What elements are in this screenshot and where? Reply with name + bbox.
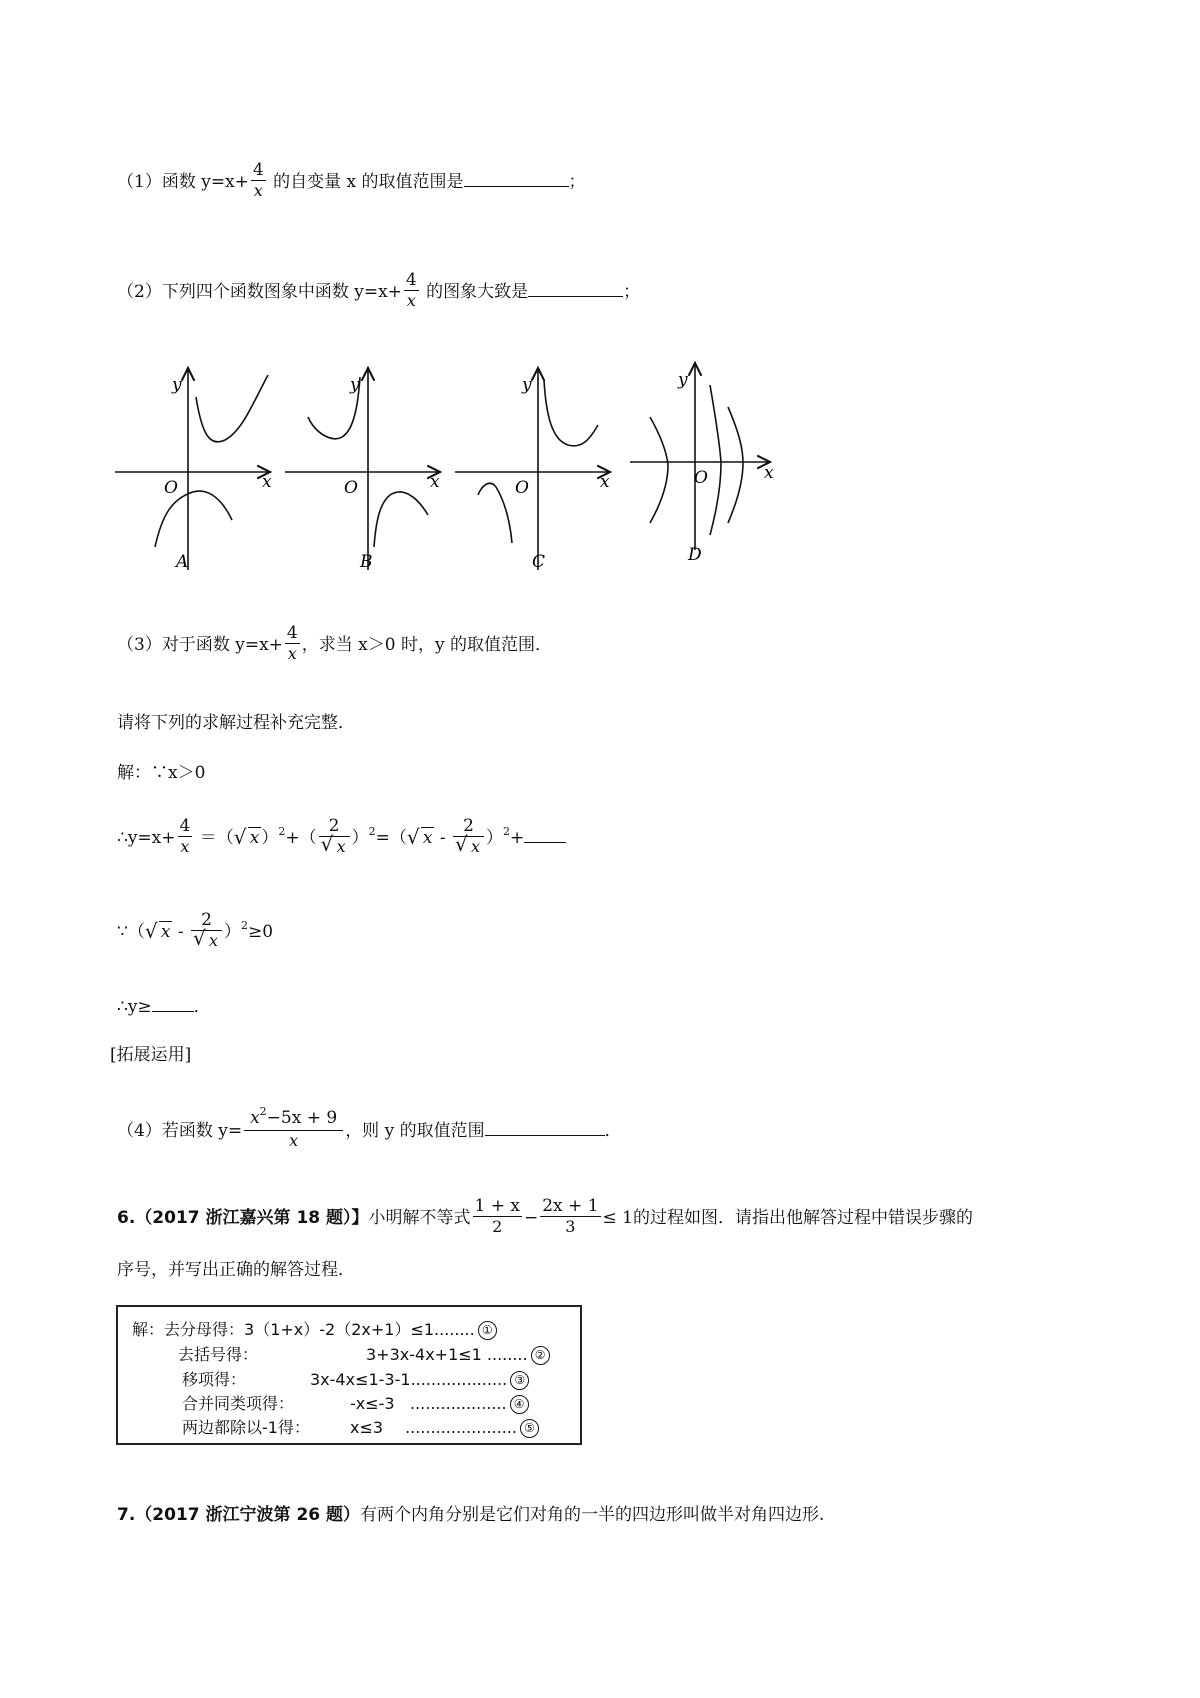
sol2-sqrt-3: √ x [406, 825, 433, 849]
q6-f2-num: 2x + 1 [542, 1196, 599, 1216]
graph-b-label: B [360, 552, 373, 572]
question-6-line-2: 序号，并写出正确的解答过程． [117, 1260, 355, 1280]
graph-c-label: C [532, 552, 546, 572]
step-4-number: ④ [510, 1395, 529, 1414]
sol3-geq-zero: ≥0 [248, 922, 274, 942]
step-4-dots: ................... [410, 1394, 507, 1413]
q7-text: 有两个内角分别是它们对角的一半的四边形叫做半对角四边形. [360, 1505, 825, 1525]
question-4 [117, 1105, 622, 1153]
step-row-2 [178, 1342, 550, 1365]
q1-fraction [251, 160, 266, 201]
q4-tail: ，则 y 的取值范围 [345, 1121, 485, 1141]
sol2-sqrt-1: √ x [233, 825, 260, 849]
q6-frac-2 [540, 1196, 600, 1237]
sol2-rad-3: x [422, 828, 433, 848]
q6-head: 6.（2017 浙江嘉兴第 18 题）】 [117, 1208, 369, 1228]
sol3-frac-num: 2 [201, 910, 212, 930]
graph-b-y-label: y [350, 375, 360, 395]
step-3-label: 移项得： [182, 1370, 247, 1389]
step-2-label: 去括号得： [178, 1345, 259, 1364]
q7-head: 7.（2017 浙江宁波第 26 题） [117, 1505, 361, 1525]
q4-num-x: x [250, 1108, 260, 1128]
q1-end: ； [568, 172, 586, 192]
step-1-expr: 3（1+x）-2（2x+1）≤1 [244, 1320, 435, 1339]
q6-text-a: 小明解不等式 [368, 1208, 471, 1228]
sol2-plus: + [510, 828, 525, 848]
question-3 [117, 625, 552, 666]
question-6 [117, 1198, 973, 1239]
q2-tail: 的图象大致是 [420, 282, 529, 302]
q6-f2-den: 3 [540, 1216, 600, 1237]
graph-d-x-label: x [764, 463, 774, 483]
sol2-prefix: ∴y=x+ [117, 828, 176, 848]
graph-a-origin: O [164, 478, 178, 498]
sol2-close-3: ） [486, 828, 504, 848]
q4-num-sup: 2 [259, 1105, 267, 1118]
step-5-dots: ...................... [400, 1418, 517, 1437]
sol3-sq: 2 [241, 919, 249, 932]
step-1-label: 解：去分母得： [132, 1320, 245, 1339]
graph-c-y-label: y [522, 375, 532, 395]
sol2-minus: - [434, 828, 452, 848]
question-2 [117, 272, 640, 313]
sol2-frac3-num: 2 [463, 816, 474, 836]
sol3-close: ） [224, 922, 242, 942]
graph-c[interactable] [455, 368, 610, 572]
graph-a-y-label: y [172, 375, 182, 395]
sol2-frac-4x [178, 816, 193, 857]
q3-den: x [285, 643, 300, 664]
q1-den: x [251, 180, 266, 201]
step-5-label: 两边都除以-1得： [182, 1418, 310, 1437]
q1-tail: 的自变量 x 的取值范围是 [267, 172, 464, 192]
question-7 [117, 1500, 824, 1525]
sol2-sq-3: 2 [503, 825, 511, 838]
step-row-4 [182, 1391, 529, 1414]
q4-num-rest: −5x + 9 [266, 1108, 338, 1128]
graph-options [110, 355, 830, 585]
graph-a-label: A [176, 552, 189, 572]
solution-line-2 [117, 818, 566, 859]
sol2-frac2-num: 2 [328, 816, 340, 836]
step-2-dots: ........ [481, 1345, 528, 1364]
graph-b-x-label: x [430, 472, 440, 492]
q6-leq: ≤ 1 [602, 1208, 633, 1228]
q1-num: 4 [252, 160, 264, 180]
solution-line-4 [117, 992, 211, 1017]
graph-d[interactable] [630, 363, 774, 565]
extension-heading: [拓展运用] [110, 1045, 192, 1065]
graph-c-origin: O [515, 478, 529, 498]
step-4-expr: -x≤-3 [350, 1394, 395, 1413]
q3-fraction [285, 623, 300, 664]
graph-b[interactable] [285, 368, 440, 572]
q6-minus: − [523, 1208, 539, 1228]
q2-label: （2）下列四个函数图象中函数 y=x+ [117, 282, 402, 302]
q2-answer-blank[interactable] [528, 280, 623, 297]
step-1-number: ① [478, 1321, 497, 1340]
solution-line-1: 解：∵x＞0 [117, 763, 206, 783]
sol2-frac-2sqrtx-b: 2 √ x [453, 816, 484, 857]
solution-line-3 [117, 912, 273, 953]
q6-f1-num: 1 + x [474, 1196, 520, 1216]
q2-num: 4 [405, 270, 417, 290]
sol2-den: x [178, 836, 193, 857]
graph-a[interactable] [115, 368, 272, 572]
graph-c-x-label: x [600, 472, 610, 492]
step-1-dots: ........ [434, 1320, 475, 1339]
sol3-rad-2: x [208, 931, 219, 950]
sol2-eq-open-2: =（ [375, 828, 407, 848]
step-3-number: ③ [510, 1371, 529, 1390]
instruction-text: 请将下列的求解过程补充完整． [117, 713, 355, 733]
q2-den: x [404, 290, 419, 311]
q1-answer-blank[interactable] [464, 170, 569, 187]
sol3-rad-1: x [160, 922, 171, 942]
step-3-expr: 3x-4x≤1-3-1 [310, 1370, 411, 1389]
graph-b-origin: O [344, 478, 358, 498]
step-row-1 [132, 1317, 497, 1340]
step-5-expr: x≤3 [350, 1418, 384, 1437]
graph-a-x-label: x [262, 472, 272, 492]
graph-options-svg [110, 355, 830, 585]
sol4-prefix: ∴y≥ [117, 997, 152, 1017]
step-2-expr: 3+3x-4x+1≤1 [366, 1345, 482, 1364]
sol2-rad-2: x [336, 837, 346, 856]
q3-num: 4 [286, 623, 298, 643]
sol2-sq-1: 2 [278, 825, 286, 838]
step-2-number: ② [531, 1346, 550, 1365]
step-3-dots: ................... [410, 1370, 508, 1389]
step-row-5 [182, 1415, 539, 1438]
q4-end: ． [604, 1121, 622, 1141]
sol2-frac-2sqrtx: 2 √ x [319, 816, 350, 857]
q6-text-b: 的过程如图．请指出他解答过程中错误步骤的 [632, 1208, 973, 1228]
q6-f1-den: 2 [473, 1216, 522, 1237]
sol4-end: ． [193, 997, 211, 1017]
sol3-minus: - [172, 922, 189, 942]
q4-label: （4）若函数 y= [117, 1121, 243, 1141]
sol2-plus-open: +（ [285, 828, 317, 848]
graph-d-origin: O [694, 468, 708, 488]
q4-fraction [244, 1105, 343, 1151]
graph-d-label: D [688, 545, 702, 565]
step-row-3 [182, 1367, 529, 1390]
sol4-answer-blank[interactable] [152, 995, 194, 1012]
q2-end: ； [623, 282, 641, 302]
sol3-frac: 2 √ x [191, 910, 222, 951]
graph-d-y-label: y [678, 370, 688, 390]
q1-label: （1）函数 y=x+ [117, 172, 249, 192]
sol2-close-1: ） [261, 828, 279, 848]
sol2-close-2: ） [351, 828, 369, 848]
step-4-label: 合并同类项得： [182, 1394, 295, 1413]
sol2-answer-blank[interactable] [524, 826, 566, 843]
sol3-open: ∵（ [117, 922, 145, 942]
q3-label: （3）对于函数 y=x+ [117, 635, 283, 655]
q2-fraction [404, 270, 419, 311]
step-5-number: ⑤ [520, 1419, 539, 1438]
sol2-sq-2: 2 [368, 825, 376, 838]
sol2-eq-open: ＝（ [199, 828, 234, 848]
sol2-num: 4 [179, 816, 191, 836]
q6-frac-1 [473, 1196, 522, 1237]
student-work-box [116, 1305, 582, 1445]
q3-tail: ，求当 x＞0 时，y 的取值范围． [301, 635, 552, 655]
question-1 [117, 162, 586, 203]
sol3-sqrt-1: √ x [144, 919, 171, 943]
q4-answer-blank[interactable] [485, 1119, 605, 1136]
sol2-rad-1: x [249, 828, 260, 848]
sol2-rad-4: x [471, 837, 481, 856]
q4-den: x [244, 1130, 343, 1151]
